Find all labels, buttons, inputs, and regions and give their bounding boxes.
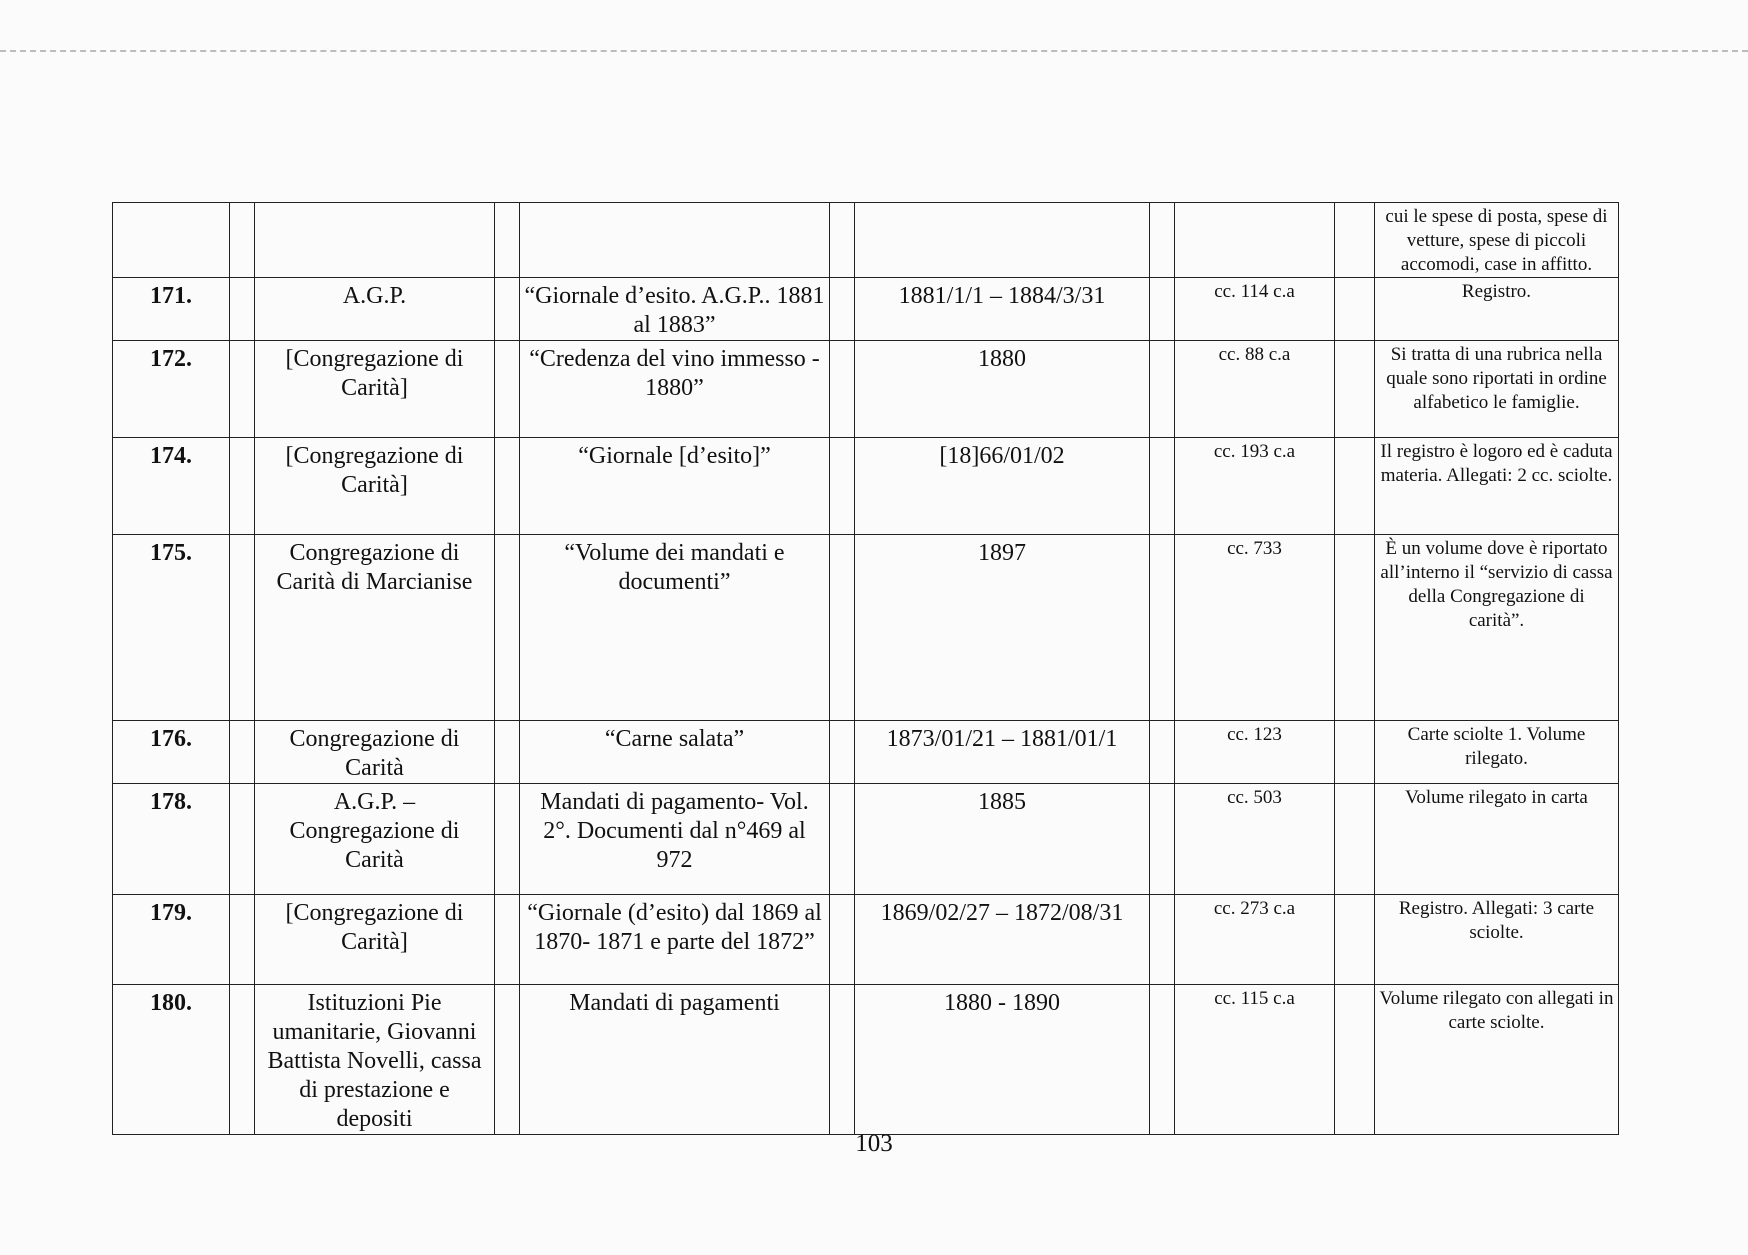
cell-gap xyxy=(1150,535,1175,721)
table-row-carry-over xyxy=(113,203,1619,278)
cell-gap xyxy=(830,278,855,341)
cell-gap xyxy=(495,721,520,784)
cell-ente: Congregazione di Carità xyxy=(255,721,495,784)
cell-gap xyxy=(830,341,855,438)
cell-gap xyxy=(1150,985,1175,1135)
cell-consistenza: cc. 503 xyxy=(1175,784,1335,895)
cell-consistenza: cc. 114 c.a xyxy=(1175,278,1335,341)
cell-gap xyxy=(495,438,520,535)
table-row xyxy=(113,438,1619,535)
cell-gap xyxy=(495,535,520,721)
cell-gap xyxy=(495,895,520,985)
cell-number: 174. xyxy=(113,438,230,535)
cell-gap xyxy=(230,535,255,721)
cell-gap xyxy=(495,985,520,1135)
cell-gap xyxy=(1335,278,1375,341)
cell-titolo: “Volume dei mandati e documenti” xyxy=(520,535,830,721)
cell-consistenza xyxy=(1175,203,1335,278)
cell-gap xyxy=(1150,721,1175,784)
table-row xyxy=(113,535,1619,721)
cell-note: Volume rilegato con allegati in carte sciolte. xyxy=(1375,985,1619,1135)
cell-titolo: “Giornale d’esito. A.G.P.. 1881 al 1883” xyxy=(520,278,830,341)
cell-date: 1873/01/21 – 1881/01/1 xyxy=(855,721,1150,784)
cell-gap xyxy=(1335,341,1375,438)
cell-gap xyxy=(830,895,855,985)
cell-gap xyxy=(1335,535,1375,721)
cell-consistenza: cc. 733 xyxy=(1175,535,1335,721)
cell-gap xyxy=(495,203,520,278)
cell-titolo: Mandati di pagamenti xyxy=(520,985,830,1135)
cell-number: 172. xyxy=(113,341,230,438)
cell-ente: Istituzioni Pie umanitarie, Giovanni Battista Novelli, cassa di prestazione e depositi xyxy=(255,985,495,1135)
cell-number: 180. xyxy=(113,985,230,1135)
cell-consistenza: cc. 115 c.a xyxy=(1175,985,1335,1135)
cell-date: 1869/02/27 – 1872/08/31 xyxy=(855,895,1150,985)
cell-titolo: “Giornale (d’esito) dal 1869 al 1870- 1871 e parte del 1872” xyxy=(520,895,830,985)
cell-gap xyxy=(1335,784,1375,895)
cell-titolo: Mandati di pagamento- Vol. 2°. Documenti dal n°469 al 972 xyxy=(520,784,830,895)
page-number: 103 xyxy=(855,1130,893,1157)
cell-gap xyxy=(1150,438,1175,535)
cell-gap xyxy=(230,438,255,535)
cell-number: 171. xyxy=(113,278,230,341)
cell-date xyxy=(855,203,1150,278)
cell-gap xyxy=(495,278,520,341)
cell-gap xyxy=(1335,721,1375,784)
cell-note: Il registro è logoro ed è caduta materia. Allegati: 2 cc. sciolte. xyxy=(1375,438,1619,535)
cell-titolo: “Credenza del vino immesso - 1880” xyxy=(520,341,830,438)
cell-note: Carte sciolte 1. Volume rilegato. xyxy=(1375,721,1619,784)
cell-note: Si tratta di una rubrica nella quale sono riportati in ordine alfabetico le famiglie. xyxy=(1375,341,1619,438)
cell-number: 179. xyxy=(113,895,230,985)
cell-gap xyxy=(1335,985,1375,1135)
cell-ente: [Congregazione di Carità] xyxy=(255,438,495,535)
cell-consistenza: cc. 193 c.a xyxy=(1175,438,1335,535)
cell-consistenza: cc. 123 xyxy=(1175,721,1335,784)
cell-gap xyxy=(1150,341,1175,438)
scan-edge-rule xyxy=(0,50,1748,52)
cell-gap xyxy=(495,784,520,895)
cell-gap xyxy=(1150,278,1175,341)
table-row xyxy=(113,721,1619,784)
cell-gap xyxy=(230,895,255,985)
cell-consistenza: cc. 88 c.a xyxy=(1175,341,1335,438)
cell-date: [18]66/01/02 xyxy=(855,438,1150,535)
cell-gap xyxy=(1150,203,1175,278)
cell-ente: Congregazione di Carità di Marcianise xyxy=(255,535,495,721)
cell-note: È un volume dove è riportato all’interno il “servizio di cassa della Congregazione di carità”. xyxy=(1375,535,1619,721)
cell-consistenza: cc. 273 c.a xyxy=(1175,895,1335,985)
cell-ente: [Congregazione di Carità] xyxy=(255,341,495,438)
cell-gap xyxy=(230,784,255,895)
cell-number: 178. xyxy=(113,784,230,895)
cell-gap xyxy=(1335,438,1375,535)
cell-gap xyxy=(495,341,520,438)
table-row xyxy=(113,341,1619,438)
cell-ente xyxy=(255,203,495,278)
table-row xyxy=(113,985,1619,1135)
cell-date: 1897 xyxy=(855,535,1150,721)
archive-inventory-table xyxy=(112,202,1619,1135)
cell-note: Registro. xyxy=(1375,278,1619,341)
cell-gap xyxy=(230,985,255,1135)
cell-date: 1881/1/1 – 1884/3/31 xyxy=(855,278,1150,341)
table-row xyxy=(113,784,1619,895)
cell-titolo xyxy=(520,203,830,278)
cell-gap xyxy=(1150,895,1175,985)
cell-gap xyxy=(830,784,855,895)
cell-note: Volume rilegato in carta xyxy=(1375,784,1619,895)
cell-ente: [Congregazione di Carità] xyxy=(255,895,495,985)
cell-ente: A.G.P. – Congregazione di Carità xyxy=(255,784,495,895)
cell-gap xyxy=(1150,784,1175,895)
cell-titolo: “Giornale [d’esito]” xyxy=(520,438,830,535)
cell-gap xyxy=(830,985,855,1135)
cell-gap xyxy=(830,438,855,535)
table-row xyxy=(113,278,1619,341)
cell-note: Registro. Allegati: 3 carte sciolte. xyxy=(1375,895,1619,985)
cell-gap xyxy=(830,203,855,278)
cell-gap xyxy=(230,203,255,278)
cell-gap xyxy=(830,535,855,721)
cell-date: 1880 xyxy=(855,341,1150,438)
cell-gap xyxy=(230,721,255,784)
cell-ente: A.G.P. xyxy=(255,278,495,341)
cell-date: 1885 xyxy=(855,784,1150,895)
cell-gap xyxy=(1335,895,1375,985)
cell-note: cui le spese di posta, spese di vetture, spese di piccoli accomodi, case in affitto. xyxy=(1375,203,1619,278)
cell-number: 176. xyxy=(113,721,230,784)
cell-gap xyxy=(830,721,855,784)
cell-date: 1880 - 1890 xyxy=(855,985,1150,1135)
cell-gap xyxy=(230,341,255,438)
cell-gap xyxy=(1335,203,1375,278)
table-row xyxy=(113,895,1619,985)
cell-number xyxy=(113,203,230,278)
cell-number: 175. xyxy=(113,535,230,721)
cell-gap xyxy=(230,278,255,341)
cell-titolo: “Carne salata” xyxy=(520,721,830,784)
